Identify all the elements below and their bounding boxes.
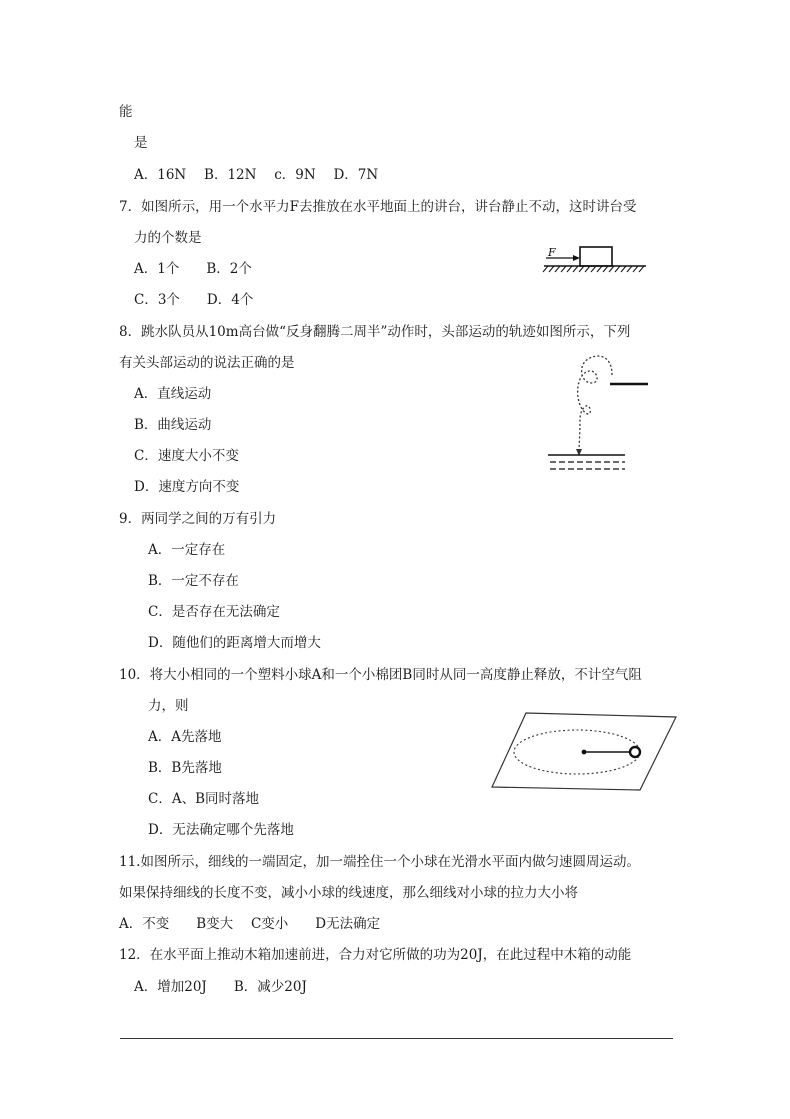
- force-arrowhead: [573, 255, 580, 261]
- line-12: D．速度方向不变: [134, 479, 240, 495]
- podium-block: [580, 247, 612, 266]
- line-4: 力的个数是: [134, 230, 202, 246]
- page-bottom-rule: [120, 1038, 673, 1039]
- head-trajectory: [578, 356, 612, 453]
- line-28: A．增加20J B．减少20J: [134, 979, 307, 995]
- line-20: A．A先落地: [148, 729, 222, 745]
- line-7: 8．跳水队员从10m高台做“反身翻腾二周半”动作时，头部运动的轨迹如图所示，下列: [119, 324, 631, 340]
- line-19: 力，则: [148, 698, 189, 714]
- line-0: 能: [119, 104, 133, 120]
- podium-force-figure: [540, 238, 650, 288]
- circular-motion-figure: [490, 705, 680, 795]
- line-21: B．B先落地: [148, 760, 222, 776]
- line-8: 有关头部运动的说法正确的是: [119, 355, 295, 371]
- line-24: 11.如图所示，细线的一端固定，加一端拴住一个小球在光滑水平面内做匀速圆周运动。: [119, 854, 640, 870]
- line-5: A．1个 B．2个: [134, 261, 252, 277]
- diving-trajectory-figure: [540, 345, 660, 480]
- line-10: B．曲线运动: [134, 417, 212, 433]
- line-11: C．速度大小不变: [134, 448, 239, 464]
- line-13: 9．两同学之间的万有引力: [119, 511, 277, 527]
- line-6: C．3个 D．4个: [134, 292, 254, 308]
- force-label: F: [548, 246, 556, 259]
- line-3: 7．如图所示，用一个水平力F去推放在水平地面上的讲台，讲台静止不动，这时讲台受: [119, 199, 637, 215]
- ground-hatching: [543, 266, 644, 272]
- line-22: C．A、B同时落地: [148, 791, 259, 807]
- line-9: A．直线运动: [134, 386, 212, 402]
- line-25: 如果保持细线的长度不变，减小小球的线速度，那么细线对小球的拉力大小将: [119, 885, 578, 901]
- line-14: A．一定存在: [148, 542, 226, 558]
- line-16: C．是否存在无法确定: [148, 604, 280, 620]
- line-23: D．无法确定哪个先落地: [148, 822, 294, 838]
- line-17: D．随他们的距离增大而增大: [148, 635, 321, 651]
- line-18: 10．将大小相同的一个塑料小球A和一个小棉团B同时从同一高度静止释放，不计空气阻: [119, 667, 642, 683]
- line-27: 12．在水平面上推动木箱加速前进，合力对它所做的功为20J，在此过程中木箱的动能: [119, 947, 632, 963]
- line-2: A．16N B．12N c．9N D．7N: [134, 167, 379, 183]
- line-1: 是: [134, 135, 148, 151]
- line-15: B．一定不存在: [148, 573, 239, 589]
- line-26: A．不变 B变大 C变小 D无法确定: [119, 916, 381, 932]
- ball: [630, 747, 640, 757]
